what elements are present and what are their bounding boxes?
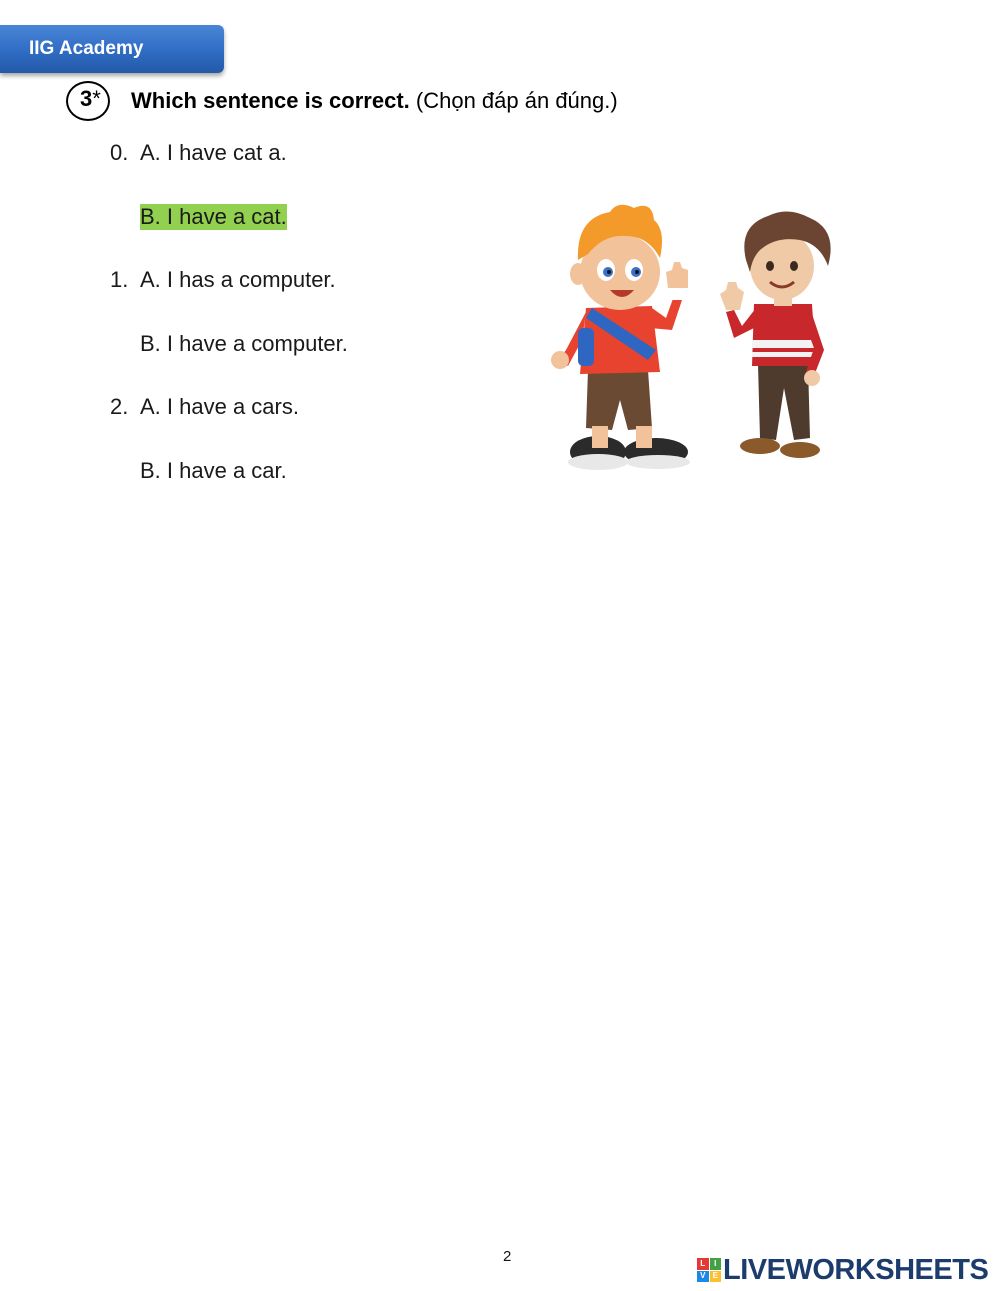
- question-title-bold: Which sentence is correct.: [131, 88, 410, 113]
- item-1-option-b[interactable]: B. I have a computer.: [140, 331, 348, 356]
- liveworksheets-logo: [697, 1254, 988, 1286]
- item-0-option-b-selected[interactable]: B. I have a cat.: [140, 204, 287, 229]
- item-1-number: 1.: [110, 267, 129, 292]
- two-boys-waving-illustration: [548, 200, 858, 480]
- question-number: 3*: [80, 86, 101, 111]
- boy-two-figure: [720, 211, 831, 458]
- item-1-option-a[interactable]: A. I has a computer.: [140, 267, 336, 292]
- brand-label: IIG Academy: [29, 38, 144, 59]
- boy-one-figure: [551, 205, 690, 470]
- item-0-number: 0.: [110, 140, 129, 165]
- item-0-option-a[interactable]: A. I have cat a.: [140, 140, 287, 165]
- page-number: 2: [503, 1248, 512, 1265]
- question-number-circle: [66, 81, 110, 121]
- iig-academy-tab: [0, 25, 224, 73]
- question-header: [66, 78, 618, 124]
- item-2-option-b[interactable]: B. I have a car.: [140, 458, 287, 483]
- question-title-note: (Chọn đáp án đúng.): [415, 88, 618, 113]
- liveworksheets-logo-icon: L I V E: [697, 1258, 721, 1282]
- liveworksheets-logo-text: LIVEWORKSHEETS: [723, 1253, 989, 1286]
- item-2-number: 2.: [110, 394, 129, 419]
- item-2-option-a[interactable]: A. I have a cars.: [140, 394, 299, 419]
- question-title: [131, 88, 618, 114]
